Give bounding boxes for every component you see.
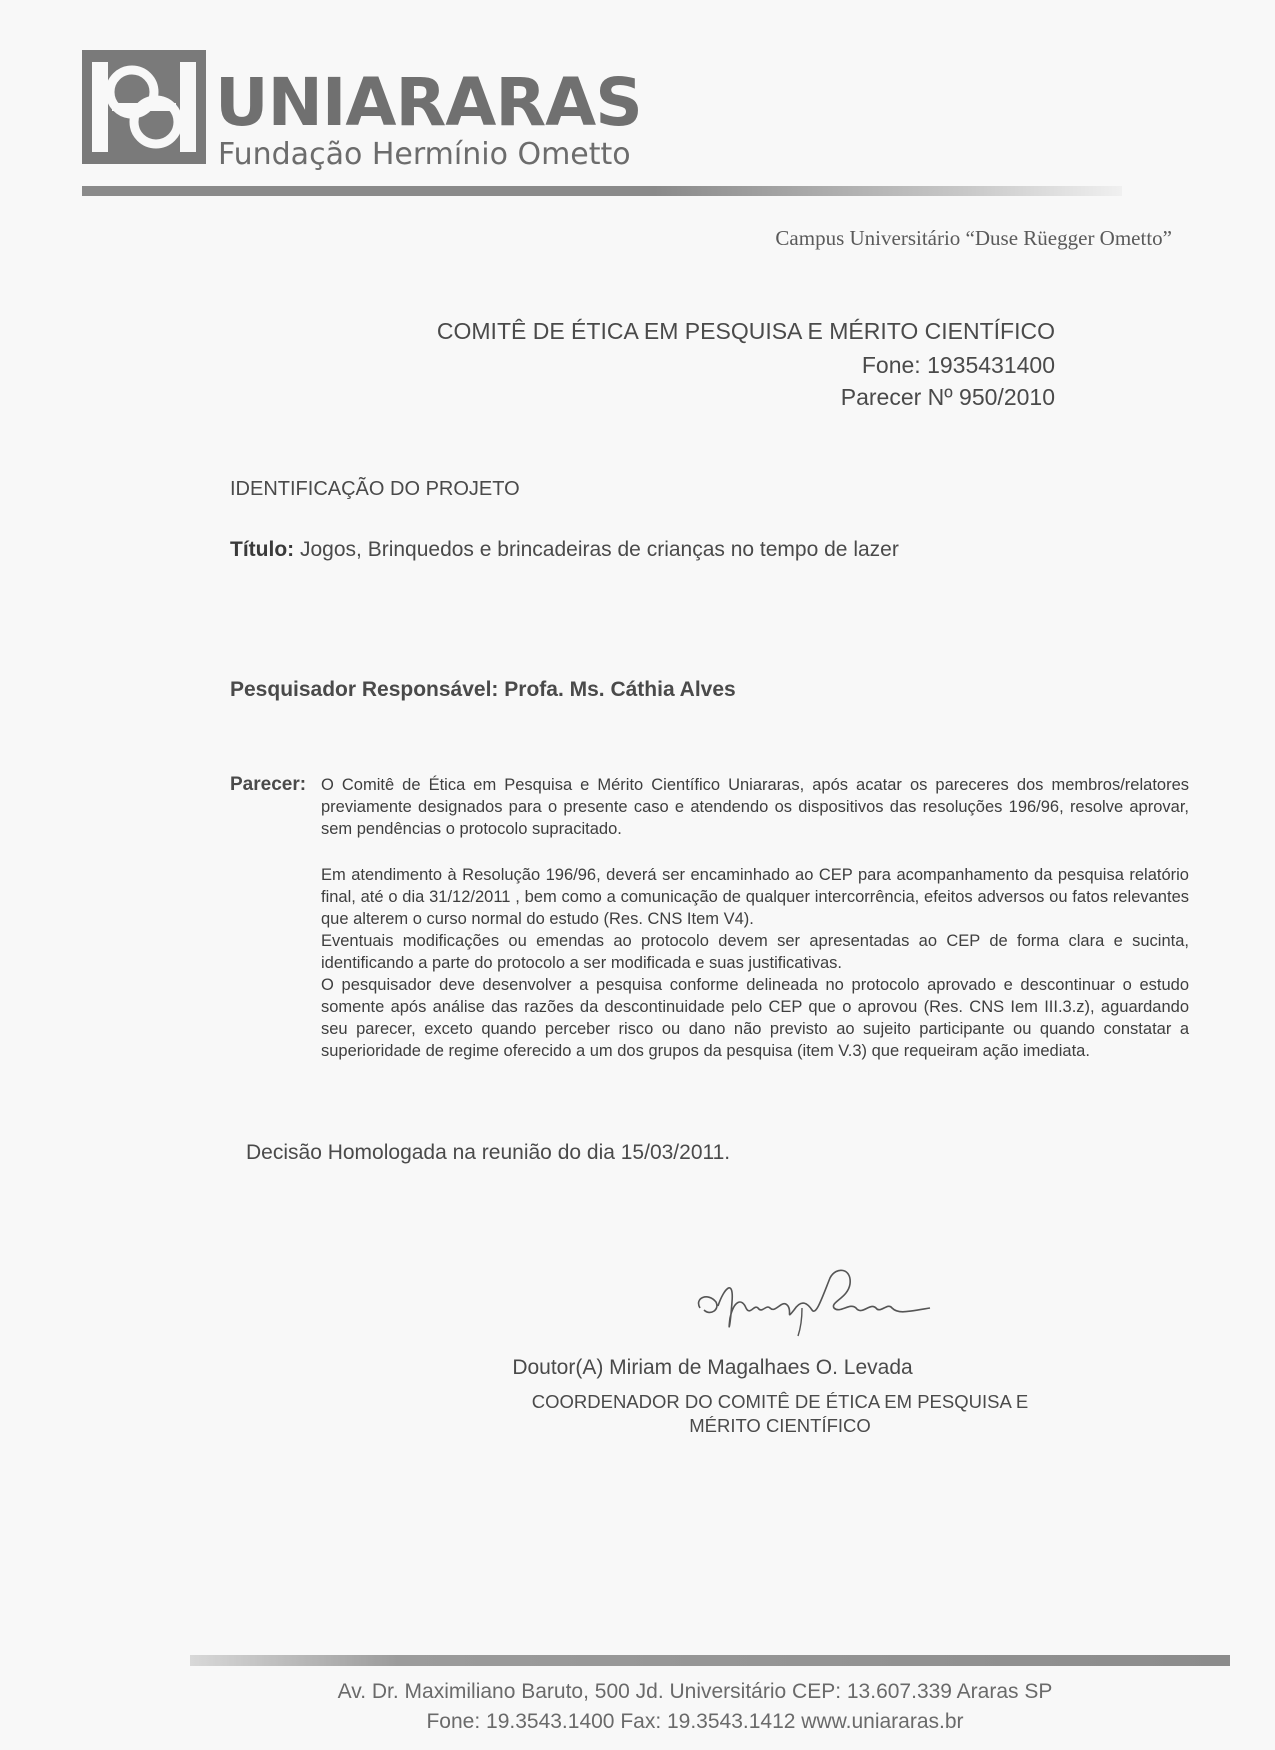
opinion-conditions (321, 864, 1189, 1062)
signatory-role-line: COORDENADOR DO COMITÊ DE ÉTICA EM PESQUISA E (531, 1391, 1029, 1412)
opinion-paragraph: O pesquisador deve desenvolver a pesquisa conforme delineada no protocolo aprovado e descontinuar o estudo somente após análise das razões da descontinuidade pelo CEP que o aprovou (Res. CNS Iem III.3.z), aguardando seu parecer, exceto quando perceber risco ou dano não previsto ao sujeito participante ou quando constatar a superioridade de regime oferecido a um dos grupos da pesquisa (item V.3) que requeiram ação imediata. (321, 976, 1189, 1060)
committee-phone: Fone: 1935431400 (861, 352, 1055, 378)
opinion-number: Parecer Nº 950/2010 (840, 384, 1055, 410)
section-heading: IDENTIFICAÇÃO DO PROJETO (230, 478, 520, 500)
decision-statement: Decisão Homologada na reunião do dia 15/03/2011. (246, 1141, 731, 1164)
footer-address: Av. Dr. Maximiliano Baruto, 500 Jd. Universitário CEP: 13.607.339 Araras SP (337, 1680, 1053, 1703)
opinion-paragraph: O Comitê de Ética em Pesquisa e Mérito Científico Uniararas, após acatar os pareceres dos membros/relatores previamente designados para o presente caso e atendendo os dispositivos das resoluções 196/96, resolve aprovar, sem pendências o protocolo supracitado. (321, 776, 1189, 838)
signatory-name: Doutor(A) Miriam de Magalhaes O. Levada (512, 1356, 913, 1379)
campus-name: Campus Universitário “Duse Rüegger Ometto” (775, 226, 1172, 250)
brand-name: UNIARARAS (215, 64, 642, 141)
project-title (230, 538, 899, 562)
footer-divider (190, 1655, 1230, 1666)
signatory-role (470, 1390, 1090, 1438)
header-divider (82, 186, 1122, 196)
opinion-paragraph: Eventuais modificações ou emendas ao protocolo devem ser apresentadas ao CEP de forma clara e sucinta, identificando a parte do protocolo a ser modificada e suas justificativas. (321, 932, 1189, 972)
committee-name: COMITÊ DE ÉTICA EM PESQUISA E MÉRITO CIENTÍFICO (436, 318, 1055, 344)
title-label: Título: (230, 538, 295, 561)
uniararas-logo-icon (82, 50, 206, 164)
footer-contact: Fone: 19.3543.1400 Fax: 19.3543.1412 www.uniararas.br (426, 1710, 964, 1733)
title-value: Jogos, Brinquedos e brincadeiras de crianças no tempo de lazer (299, 538, 899, 561)
responsible-researcher: Pesquisador Responsável: Profa. Ms. Cáthia Alves (230, 678, 736, 701)
opinion-label: Parecer: (230, 774, 307, 795)
foundation-name: Fundação Hermínio Ometto (218, 137, 631, 172)
opinion-paragraph: Em atendimento à Resolução 196/96, deverá ser encaminhado ao CEP para acompanhamento da pesquisa relatório final, até o dia 31/12/2011 , bem como a comunicação de qualquer intercorrência, efeitos adversos ou fatos relevantes que alterem o curso normal do estudo (Res. CNS Item V4). (321, 866, 1189, 928)
signatory-role-line: MÉRITO CIENTÍFICO (689, 1415, 871, 1436)
handwritten-signature (690, 1258, 950, 1338)
